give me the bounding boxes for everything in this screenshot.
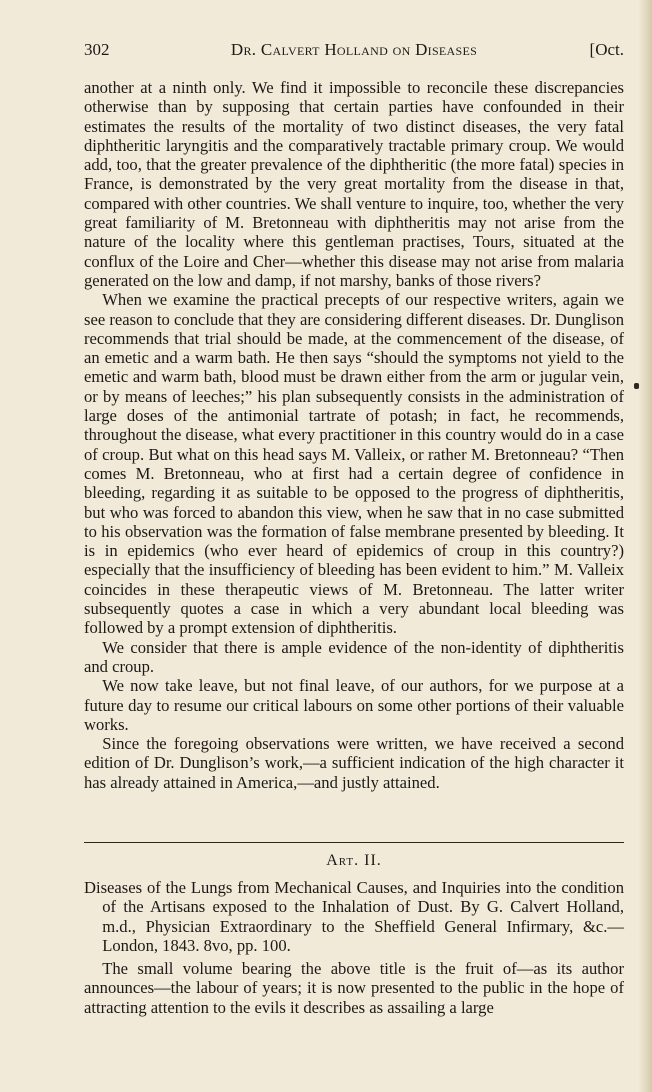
page-edge	[638, 0, 652, 1092]
book-citation: Diseases of the Lungs from Mechanical Causes, and Inquiries into the condition of the Artisans exposed to the Inhalation of Dust. By G. Calvert Holland, m.d., Physician Extraordinary to the Sheffield General Infirmary, &c.—London, 1843. 8vo, pp. 100.	[84, 878, 624, 955]
review-section	[84, 878, 624, 1017]
paragraph: another at a ninth only. We find it impossible to reconcile these discrepancies otherwise than by supposing that certain parties have confounded in their estimates the results of the mortality of two distinct diseases, the very fatal diphtheritic laryngitis and the comparatively tractable primary croup. We would add, too, that the greater prevalence of the diphtheritic (the more fatal) species in France, is demonstrated by the very great mortality from the disease in that, compared with other countries. We shall venture to inquire, too, whether the very great familiarity of M. Bretonneau with diphtheritis may not arise from the nature of the locality where this gentleman practises, Tours, situated at the conflux of the Loire and Cher—whether this disease may not arise from malaria generated on the low and damp, if not marshy, banks of those rivers?	[84, 78, 624, 290]
paragraph: When we examine the practical precepts of our respective writers, again we see reason to conclude that they are considering different diseases. Dr. Dunglison recommends that trial should be made, at the commencement of the disease, of an emetic and a warm bath. He then says “should the symptoms not yield to the emetic and warm bath, blood must be drawn either from the arm or jugular vein, or by means of leeches;” his plan subsequently consists in the administration of large doses of the antimonial tartrate of potash; in fact, he recommends, throughout the disease, what every practitioner in this country would do in a case of croup. But what on this head says M. Valleix, or rather M. Bretonneau? “Then comes M. Bretonneau, who at first had a certain degree of confidence in bleeding, regarding it as suitable to be opposed to the progress of diphtheritis, but who was forced to abandon this view, when he saw that in no case submitted to his observation was the formation of false membrane presented by bleeding. It is in epidemics (who ever heard of epidemics of croup in this country?) especially that the insufficiency of bleeding has been evident to him.” M. Valleix coincides in these therapeutic views of M. Bretonneau. The latter writer subsequently quotes a case in which a very abundant local bleeding was followed by a prompt extension of diphtheritis.	[84, 290, 624, 638]
review-opening: The small volume bearing the above title is the fruit of—as its author announces—the labour of years; it is now presented to the public in the hope of attracting attention to the evils it describes as assailing a large	[84, 959, 624, 1017]
margin-mark	[634, 383, 639, 389]
running-header	[84, 40, 624, 70]
body-text	[84, 78, 624, 792]
paragraph: We consider that there is ample evidence of the non-identity of diphtheritis and croup.	[84, 637, 624, 676]
section-divider	[84, 842, 624, 843]
article-heading: Art. II.	[326, 852, 382, 869]
paragraph: We now take leave, but not final leave, of our authors, for we purpose at a future day to resume our critical labours on some other portions of their valuable works.	[84, 676, 624, 734]
running-title: Dr. Calvert Holland on Diseases	[230, 40, 478, 59]
paragraph: Since the foregoing observations were written, we have received a second edition of Dr. Dunglison’s work,—a sufficient indication of the high character it has already attained in America,—and justly attained.	[84, 734, 624, 792]
page-number: 302	[84, 40, 110, 59]
running-month: [Oct.	[589, 40, 624, 59]
